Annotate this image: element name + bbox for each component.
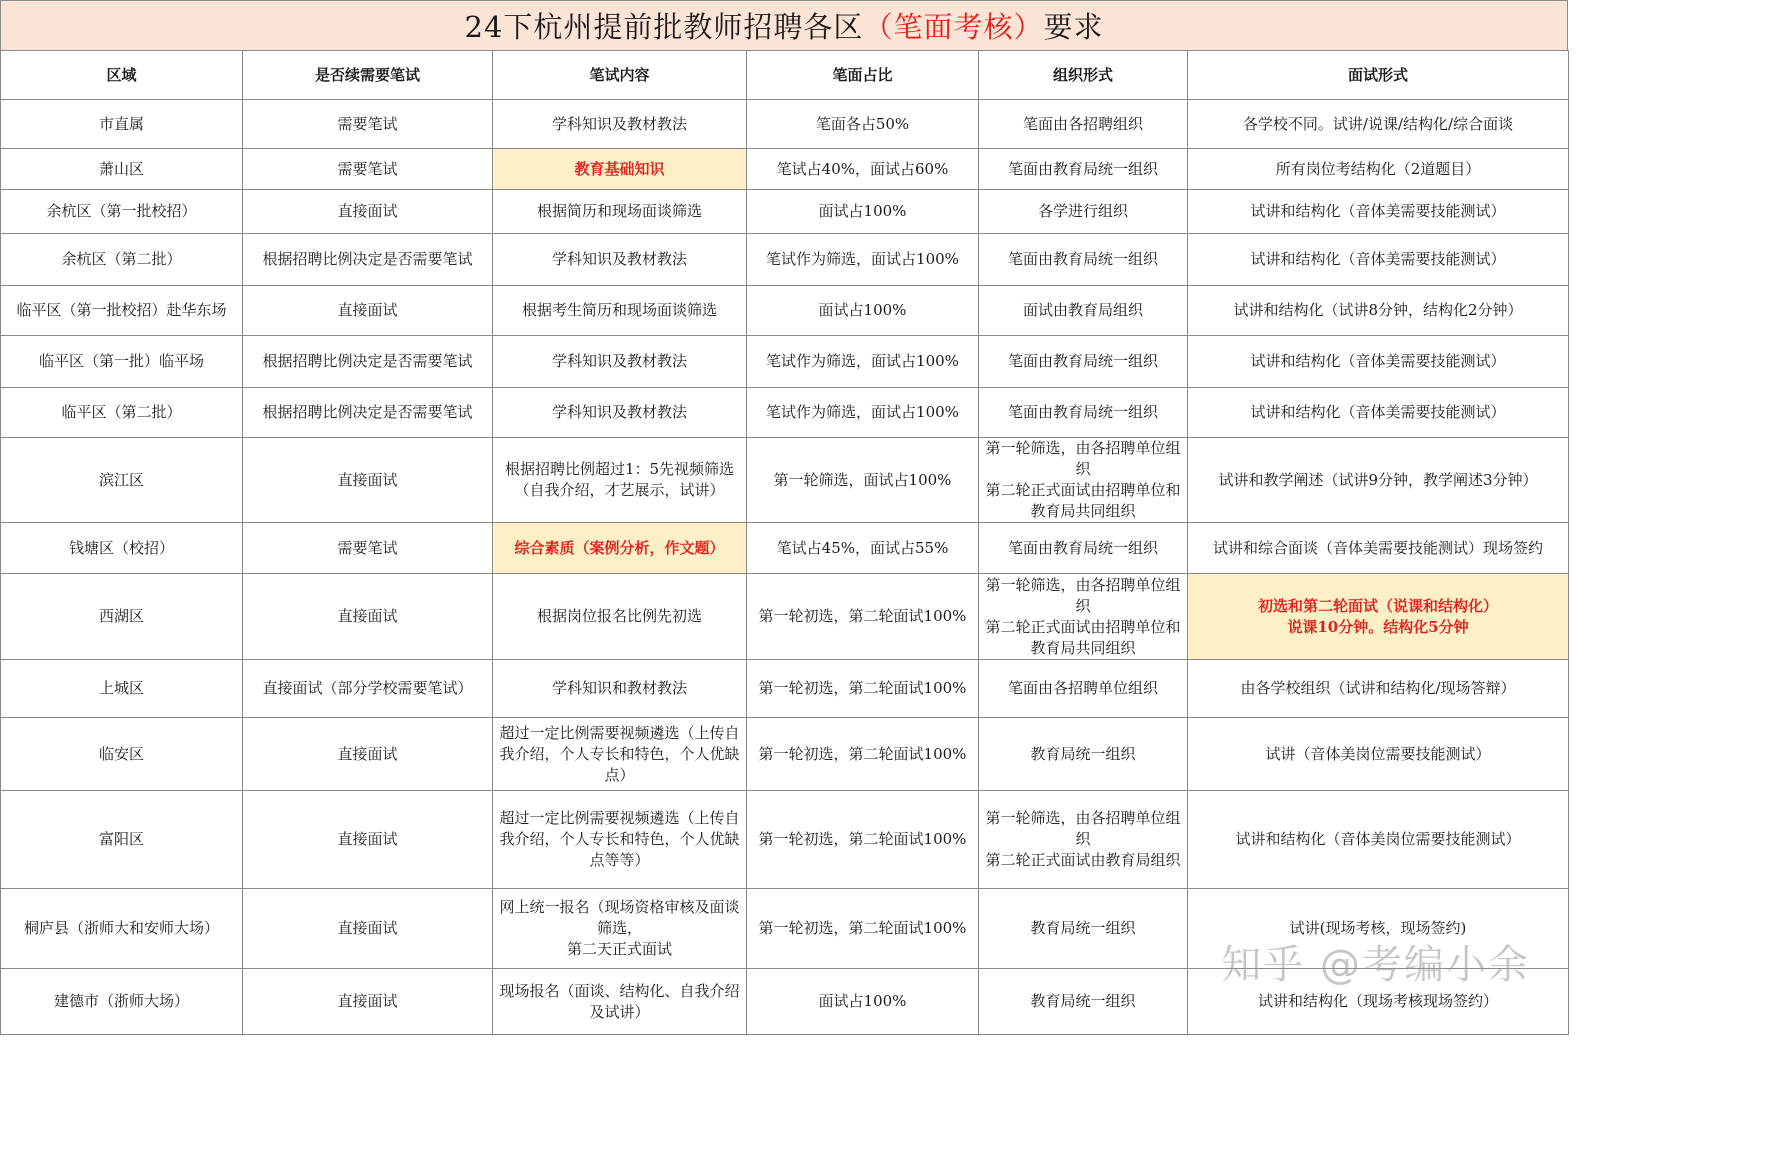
- cell-organization: 教育局统一组织: [979, 969, 1188, 1035]
- cell-written-needed: 直接面试: [243, 574, 493, 660]
- cell-ratio: 笔试占45%，面试占55%: [747, 523, 979, 574]
- cell-region: 市直属: [1, 100, 243, 149]
- table-row: [1, 523, 1569, 574]
- cell-interview-form: 试讲和结构化（现场考核现场签约）: [1188, 969, 1569, 1035]
- cell-written-content: 根据考生简历和现场面谈筛选: [493, 286, 747, 336]
- cell-ratio: 笔试作为筛选，面试占100%: [747, 388, 979, 438]
- cell-interview-form: 试讲和结构化（音体美需要技能测试）: [1188, 336, 1569, 388]
- cell-interview-form: 试讲（音体美岗位需要技能测试）: [1188, 718, 1569, 791]
- cell-interview-form: 试讲和结构化（试讲8分钟，结构化2分钟）: [1188, 286, 1569, 336]
- cell-interview-form: 所有岗位考结构化（2道题目）: [1188, 149, 1569, 190]
- table-row: [1, 969, 1569, 1035]
- cell-region: 临平区（第一批校招）赴华东场: [1, 286, 243, 336]
- cell-ratio: 面试占100%: [747, 969, 979, 1035]
- cell-organization: 笔面由各招聘组织: [979, 100, 1188, 149]
- cell-ratio: 第一轮初选，第二轮面试100%: [747, 718, 979, 791]
- cell-written-needed: 直接面试: [243, 718, 493, 791]
- header-region: 区域: [1, 51, 243, 100]
- cell-interview-form: 试讲和结构化（音体美需要技能测试）: [1188, 234, 1569, 286]
- cell-organization: 笔面由教育局统一组织: [979, 149, 1188, 190]
- cell-region: 萧山区: [1, 149, 243, 190]
- cell-interview-form: 试讲和结构化（音体美岗位需要技能测试）: [1188, 791, 1569, 889]
- cell-region: 钱塘区（校招）: [1, 523, 243, 574]
- cell-organization: 第一轮筛选，由各招聘单位组织 第二轮正式面试由招聘单位和教育局共同组织: [979, 438, 1188, 523]
- cell-region: 西湖区: [1, 574, 243, 660]
- cell-region: 桐庐县（浙师大和安师大场）: [1, 889, 243, 969]
- cell-organization: 笔面由各招聘单位组织: [979, 660, 1188, 718]
- cell-region: 余杭区（第一批校招）: [1, 190, 243, 234]
- cell-ratio: 第一轮筛选，面试占100%: [747, 438, 979, 523]
- table-row: [1, 149, 1569, 190]
- cell-region: 富阳区: [1, 791, 243, 889]
- cell-ratio: 面试占100%: [747, 286, 979, 336]
- cell-region: 临平区（第二批）: [1, 388, 243, 438]
- cell-ratio: 第一轮初选，第二轮面试100%: [747, 574, 979, 660]
- cell-written-needed: 直接面试: [243, 791, 493, 889]
- cell-region: 建德市（浙师大场）: [1, 969, 243, 1035]
- cell-interview-form: 由各学校组织（试讲和结构化/现场答辩）: [1188, 660, 1569, 718]
- header-written-content: 笔试内容: [493, 51, 747, 100]
- table-row: [1, 660, 1569, 718]
- page-title: [0, 0, 1568, 50]
- cell-ratio: 笔试作为筛选，面试占100%: [747, 336, 979, 388]
- cell-written-content: 学科知识及教材教法: [493, 100, 747, 149]
- cell-written-content: 根据简历和现场面谈筛选: [493, 190, 747, 234]
- cell-organization: 笔面由教育局统一组织: [979, 336, 1188, 388]
- cell-ratio: 第一轮初选，第二轮面试100%: [747, 660, 979, 718]
- requirements-table: [0, 50, 1569, 1035]
- cell-region: 上城区: [1, 660, 243, 718]
- header-interview-form: 面试形式: [1188, 51, 1569, 100]
- cell-region: 余杭区（第二批）: [1, 234, 243, 286]
- title-suffix: 要求: [1043, 10, 1104, 44]
- cell-written-content: 现场报名（面谈、结构化、自我介绍及试讲）: [493, 969, 747, 1035]
- header-written-needed: 是否续需要笔试: [243, 51, 493, 100]
- cell-written-needed: 需要笔试: [243, 100, 493, 149]
- cell-interview-form: 各学校不同。试讲/说课/结构化/综合面谈: [1188, 100, 1569, 149]
- cell-written-needed: 需要笔试: [243, 149, 493, 190]
- cell-written-content: 教育基础知识: [493, 149, 747, 190]
- table-row: [1, 100, 1569, 149]
- cell-written-content: 学科知识及教材教法: [493, 388, 747, 438]
- table-row: [1, 718, 1569, 791]
- table-row: [1, 791, 1569, 889]
- cell-written-needed: 根据招聘比例决定是否需要笔试: [243, 336, 493, 388]
- cell-written-needed: 直接面试: [243, 969, 493, 1035]
- cell-written-content: 学科知识及教材教法: [493, 336, 747, 388]
- table-header-row: [1, 51, 1569, 100]
- cell-organization: 笔面由教育局统一组织: [979, 388, 1188, 438]
- cell-organization: 第一轮筛选，由各招聘单位组织 第二轮正式面试由教育局组织: [979, 791, 1188, 889]
- cell-written-content: 综合素质（案例分析，作文题）: [493, 523, 747, 574]
- table-row: [1, 190, 1569, 234]
- title-highlight: （笔面考核）: [863, 10, 1044, 44]
- cell-written-needed: 需要笔试: [243, 523, 493, 574]
- cell-written-needed: 根据招聘比例决定是否需要笔试: [243, 388, 493, 438]
- table-row: [1, 336, 1569, 388]
- cell-interview-form: 试讲和综合面谈（音体美需要技能测试）现场签约: [1188, 523, 1569, 574]
- cell-ratio: 笔试占40%，面试占60%: [747, 149, 979, 190]
- cell-written-needed: 直接面试: [243, 286, 493, 336]
- cell-organization: 各学进行组织: [979, 190, 1188, 234]
- table-row: [1, 574, 1569, 660]
- table-row: [1, 438, 1569, 523]
- table-row: [1, 889, 1569, 969]
- cell-interview-form: 试讲和教学阐述（试讲9分钟，教学阐述3分钟）: [1188, 438, 1569, 523]
- cell-written-content: 根据招聘比例超过1：5先视频筛选（自我介绍，才艺展示，试讲）: [493, 438, 747, 523]
- cell-interview-form: 试讲和结构化（音体美需要技能测试）: [1188, 190, 1569, 234]
- cell-ratio: 第一轮初选，第二轮面试100%: [747, 889, 979, 969]
- cell-written-content: 学科知识及教材教法: [493, 234, 747, 286]
- cell-ratio: 面试占100%: [747, 190, 979, 234]
- cell-organization: 教育局统一组织: [979, 889, 1188, 969]
- cell-written-content: 超过一定比例需要视频遴选（上传自我介绍，个人专长和特色，个人优缺点）: [493, 718, 747, 791]
- cell-region: 滨江区: [1, 438, 243, 523]
- cell-interview-form: 试讲(现场考核，现场签约): [1188, 889, 1569, 969]
- watermark: 知乎 @考编小余: [1221, 942, 1530, 988]
- cell-written-content: 根据岗位报名比例先初选: [493, 574, 747, 660]
- cell-ratio: 笔面各占50%: [747, 100, 979, 149]
- cell-written-needed: 直接面试: [243, 438, 493, 523]
- table-row: [1, 234, 1569, 286]
- cell-organization: 笔面由教育局统一组织: [979, 234, 1188, 286]
- table-row: [1, 286, 1569, 336]
- title-prefix: 24下杭州提前批教师招聘各区: [464, 10, 864, 44]
- header-organization: 组织形式: [979, 51, 1188, 100]
- cell-organization: 第一轮筛选，由各招聘单位组织 第二轮正式面试由招聘单位和教育局共同组织: [979, 574, 1188, 660]
- cell-written-content: 学科知识和教材教法: [493, 660, 747, 718]
- cell-organization: 面试由教育局组织: [979, 286, 1188, 336]
- cell-written-needed: 直接面试（部分学校需要笔试）: [243, 660, 493, 718]
- table-row: [1, 388, 1569, 438]
- cell-written-needed: 根据招聘比例决定是否需要笔试: [243, 234, 493, 286]
- cell-ratio: 第一轮初选，第二轮面试100%: [747, 791, 979, 889]
- cell-organization: 笔面由教育局统一组织: [979, 523, 1188, 574]
- table-body: [1, 100, 1569, 1035]
- cell-region: 临安区: [1, 718, 243, 791]
- cell-organization: 教育局统一组织: [979, 718, 1188, 791]
- cell-written-needed: 直接面试: [243, 889, 493, 969]
- cell-interview-form: 试讲和结构化（音体美需要技能测试）: [1188, 388, 1569, 438]
- cell-written-content: 网上统一报名（现场资格审核及面谈筛选， 第二天正式面试: [493, 889, 747, 969]
- cell-region: 临平区（第一批）临平场: [1, 336, 243, 388]
- cell-written-needed: 直接面试: [243, 190, 493, 234]
- header-ratio: 笔面占比: [747, 51, 979, 100]
- cell-ratio: 笔试作为筛选，面试占100%: [747, 234, 979, 286]
- cell-written-content: 超过一定比例需要视频遴选（上传自我介绍，个人专长和特色，个人优缺点等等）: [493, 791, 747, 889]
- cell-interview-form: 初选和第二轮面试（说课和结构化） 说课10分钟。结构化5分钟: [1188, 574, 1569, 660]
